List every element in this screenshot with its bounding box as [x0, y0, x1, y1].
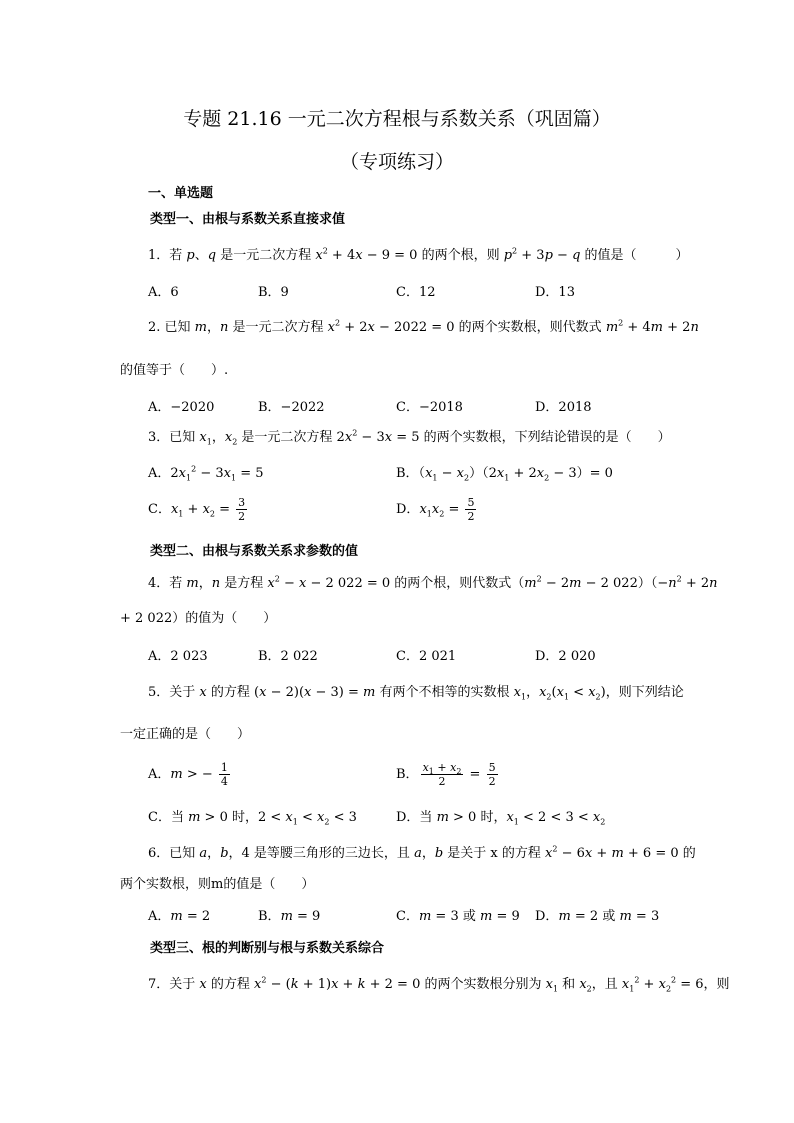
- type-heading-3: 类型三、根的判断别与根与系数关系综合: [150, 941, 385, 956]
- q1-option-c[interactable]: C．12: [396, 285, 436, 300]
- document-subtitle: （专项练习）: [339, 151, 454, 173]
- q1-option-d[interactable]: D．13: [535, 285, 575, 300]
- q6-option-a[interactable]: A．m = 2: [148, 909, 211, 924]
- question-3: 3．已知 $x_1$，$x_2$ 是一元二次方程 $2x^2 - 3x = 5$ 的两个实数根，下列结论错误的是（ ）: [148, 428, 671, 447]
- q3-option-a[interactable]: A．$2x_1^2 - 3x_1 = 5$: [148, 464, 264, 483]
- q5-option-c[interactable]: C．当 m > 0 时，$2 < x_1 < x_2 < 3$: [148, 810, 357, 827]
- question-5: 5．关于 x 的方程 (x − 2)(x − 3) = m 有两个不相等的实数根 $x_1$，$x_2(x_1 < x_2)$，则下列结论: [148, 685, 684, 702]
- question-1: 1．若 p、q 是一元二次方程 $x^2 + 4x - 9 = 0$ 的两个根，则 $p^2 + 3p - q$ 的值是（ ）: [148, 246, 689, 263]
- question-5-tail: 一定正确的是（ ）: [120, 727, 251, 742]
- q2-option-b[interactable]: B．−2022: [258, 400, 325, 415]
- question-2-tail: 的值等于（ ）.: [120, 363, 229, 378]
- question-4: 4．若 m，n 是方程 $x^2 - x - 2$ 022 = 0 的两个根，则代数式（$m^2 - 2m - 2$ $022)(-n^2 + 2n$: [148, 574, 718, 591]
- q4-option-c[interactable]: C．2 021: [396, 649, 457, 664]
- q6-option-d[interactable]: D．m = 2 或 m = 3: [535, 909, 660, 924]
- q5-option-d[interactable]: D．当 m > 0 时，$x_1 < 2 < 3 < x_2$: [396, 810, 606, 827]
- type-heading-2: 类型二、由根与系数关系求参数的值: [150, 544, 359, 559]
- question-2: 2. 已知 m，n 是一元二次方程 $x^2 + 2x - 2022 = 0$ 的两个实数根，则代数式 $m^2 + 4m + 2n$: [148, 318, 699, 335]
- q2-option-c[interactable]: C．−2018: [396, 400, 463, 415]
- q5-option-b[interactable]: B． $\frac{x_1 + x_2}{2}$ = $\frac{5}{2}$: [396, 761, 496, 788]
- q4-option-b[interactable]: B．2 022: [258, 649, 318, 664]
- q4-option-a[interactable]: A．2 023: [148, 649, 208, 664]
- q1-option-b[interactable]: B．9: [258, 285, 289, 300]
- q6-option-c[interactable]: C．m = 3 或 m = 9: [396, 909, 520, 924]
- q3-option-b[interactable]: B．$(x_1 - x_2)(2x_1 + 2x_2 - 3)= 0$: [396, 466, 613, 483]
- question-6-tail: 两个实数根，则m的值是（ ）: [120, 877, 315, 892]
- q2-option-a[interactable]: A．−2020: [148, 400, 215, 415]
- type-heading-1: 类型一、由根与系数关系直接求值: [150, 212, 346, 227]
- question-4-tail: + 2 022）的值为（ ）: [120, 611, 277, 626]
- document-title: 专题 21.16 一元二次方程根与系数关系（巩固篇）: [183, 108, 611, 130]
- q3-option-c[interactable]: C．$x_1 + x_2$ = $\frac{3}{2}$: [148, 496, 246, 523]
- section-heading: 一、单选题: [148, 186, 214, 201]
- q5-option-a[interactable]: A．m > − $\frac{1}{4}$: [148, 761, 228, 788]
- q2-option-d[interactable]: D．2018: [535, 400, 592, 415]
- q4-option-d[interactable]: D．2 020: [535, 649, 596, 664]
- q3-option-d[interactable]: D．$x_1x_2$ = $\frac{5}{2}$: [396, 496, 475, 523]
- q1-option-a[interactable]: A．6: [148, 285, 179, 300]
- question-6: 6．已知 a，b，4 是等腰三角形的三边长，且 a，b 是关于 x 的方程 $x^2 - 6x + m + 6 = 0$ 的: [148, 844, 696, 861]
- question-7: 7．关于 x 的方程 $x^2 - (k + 1)x + k + 2 = 0$ 的两个实数根分别为 $x_1$ 和 $x_2$，且 $x_1^2 + x_2^2 = 6$，则: [148, 975, 730, 994]
- q6-option-b[interactable]: B．m = 9: [258, 909, 321, 924]
